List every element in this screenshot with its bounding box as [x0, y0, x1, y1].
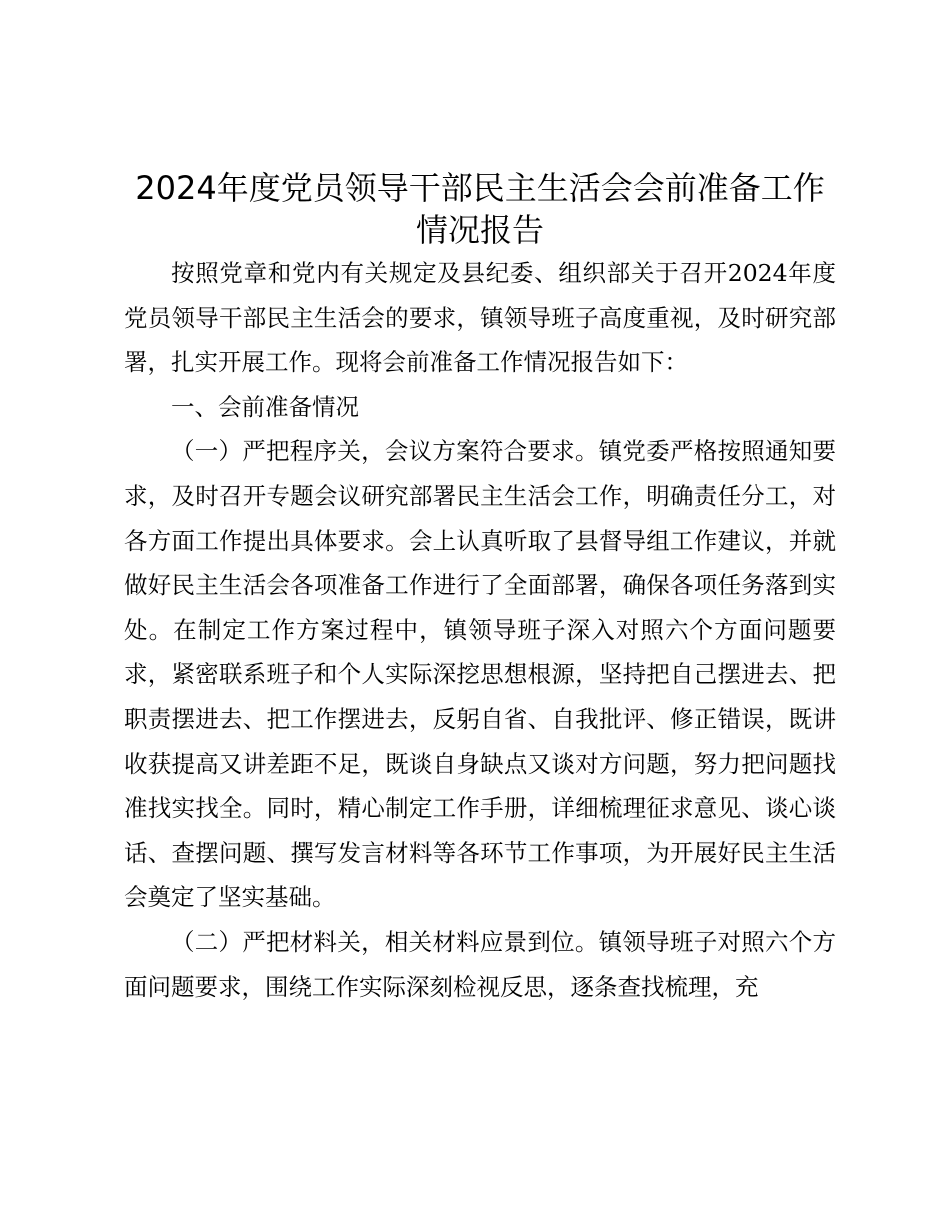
section-heading-1: 一、会前准备情况: [171, 392, 359, 421]
subsection-paragraph-1: （一）严把程序关，会议方案符合要求。镇党委严格按照通知要求，及时召开专题会议研究部署民主生活会工作，明确责任分工，对各方面工作提出具体要求。会上认真听取了县督导组工作建议，并就做好民主生活会各项准备工作进行了全面部署，确保各项任务落到实处。在制定工作方案过程中，镇领导班子深入对照六个方面问题要求，紧密联系班子和个人实际深挖思想根源，坚持把自己摆进去、把职责摆进去、把工作摆进去，反躬自省、自我批评、修正错误，既讲收获提高又讲差距不足，既谈自身缺点又谈对方问题，努力把问题找准找实找全。同时，精心制定工作手册，详细梳理征求意见、谈心谈话、查摆问题、撰写发言材料等各环节工作事项，为开展好民主生活会奠定了坚实基础。: [124, 437, 836, 912]
document-title: 2024年度党员领导干部民主生活会会前准备工作情况报告: [135, 169, 825, 249]
document-body: [124, 167, 836, 1009]
subsection-paragraph-2: （二）严把材料关，相关材料应景到位。镇领导班子对照六个方面问题要求，围绕工作实际深刻检视反思，逐条查找梳理，充: [124, 927, 836, 1001]
intro-paragraph: 按照党章和党内有关规定及县纪委、组织部关于召开2024年度党员领导干部民主生活会的要求，镇领导班子高度重视，及时研究部署，扎实开展工作。现将会前准备工作情况报告如下：: [124, 259, 836, 377]
